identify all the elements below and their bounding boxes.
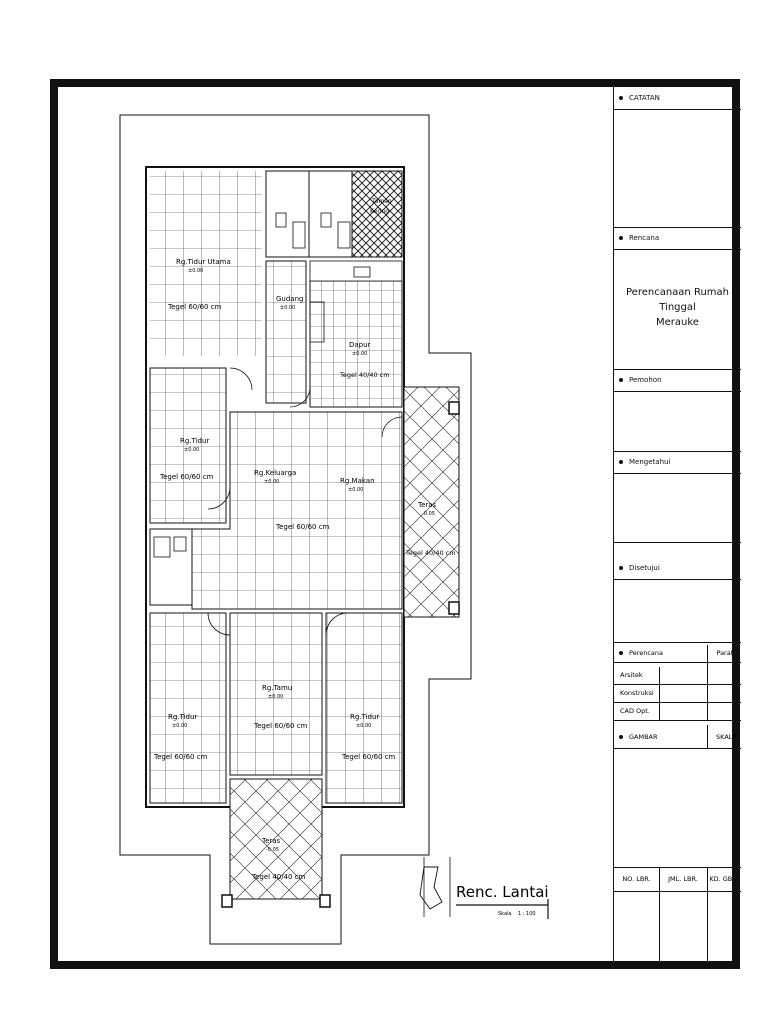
- svg-text:±0.00: ±0.00: [184, 447, 200, 453]
- bullet-icon: [619, 96, 623, 100]
- kd-gbr-label: KD. GBR.: [709, 875, 739, 883]
- svg-text:±0.00: ±0.00: [188, 268, 204, 274]
- label-gudang: Gudang: [276, 295, 304, 303]
- svg-text:±0.00: ±0.00: [356, 723, 372, 729]
- label-taman: Taman: [372, 198, 392, 205]
- svg-text:1 : 100: 1 : 100: [518, 911, 536, 917]
- bullet-icon: [619, 378, 623, 382]
- rencana-header: Rencana: [614, 227, 741, 250]
- label-tidur-1: Rg.Tidur: [180, 437, 210, 445]
- label-tamu: Rg.Tamu: [262, 684, 293, 692]
- mengetahui-header: Mengetahui: [614, 451, 741, 474]
- svg-text:±0.00: ±0.00: [264, 479, 280, 485]
- title-block: [613, 87, 740, 961]
- cad-opt-row: CAD Opt.: [614, 703, 741, 721]
- drawing-title: Renc. Lantai: [456, 883, 549, 901]
- disetujui-header: Disetujui: [614, 557, 741, 580]
- label-teras-front: Teras: [262, 837, 281, 845]
- north-arrow-icon: [420, 867, 442, 909]
- svg-text:Tegel 60/60 cm: Tegel 60/60 cm: [160, 473, 214, 481]
- label-keluarga: Rg.Keluarga: [254, 469, 297, 477]
- svg-text:-0.05: -0.05: [422, 511, 435, 517]
- svg-text:Tegel 40/40 cm: Tegel 40/40 cm: [252, 873, 306, 881]
- label-tidur-3: Rg.Tidur: [350, 713, 380, 721]
- arsitek-row: Arsitek: [614, 667, 741, 685]
- svg-text:-0.05: -0.05: [266, 847, 279, 853]
- svg-text:±0.00: ±0.00: [280, 305, 296, 311]
- svg-text:±0.00: ±0.00: [172, 723, 188, 729]
- svg-text:±0.00: ±0.00: [348, 487, 364, 493]
- konstruksi-row: Konstruksi: [614, 685, 741, 703]
- label-makan: Rg.Makan: [340, 477, 375, 485]
- pemohon-header: Pemohon: [614, 369, 741, 392]
- svg-text:Kering: Kering: [370, 208, 390, 215]
- jml-lbr-label: JML. LBR.: [668, 875, 698, 883]
- drawing-title-stamp: [420, 857, 549, 919]
- gambar-row: GAMBAR SKALA: [614, 725, 741, 749]
- bullet-icon: [619, 236, 623, 240]
- label-tidur-2: Rg.Tidur: [168, 713, 198, 721]
- svg-text:Tegel 60/60 cm: Tegel 60/60 cm: [342, 753, 396, 761]
- floor-plan: [58, 87, 613, 961]
- svg-text:Tegel 60/60 cm: Tegel 60/60 cm: [254, 722, 308, 730]
- label-tidur-utama: Rg.Tidur Utama: [176, 258, 231, 266]
- project-title: Perencanaan Rumah Tinggal Merauke: [626, 287, 729, 328]
- label-dapur: Dapur: [349, 341, 371, 349]
- label-central-floor: Tegel 60/60 cm: [276, 523, 330, 531]
- label-teras-side: Teras: [418, 501, 437, 509]
- catatan-header: CATATAN: [614, 87, 741, 110]
- perencana-row: Perencana Paraf: [614, 645, 741, 663]
- svg-text:±0.00: ±0.00: [352, 351, 368, 357]
- svg-text:Tegel 40/40 cm: Tegel 40/40 cm: [406, 549, 456, 557]
- svg-text:Tegel 60/60 cm: Tegel 60/60 cm: [154, 753, 208, 761]
- svg-text:Tegel 60/60 cm: Tegel 60/60 cm: [168, 303, 222, 311]
- svg-text:Tegel 40/40 cm: Tegel 40/40 cm: [340, 371, 390, 379]
- bullet-icon: [619, 566, 623, 570]
- bullet-icon: [619, 460, 623, 464]
- svg-text:±0.00: ±0.00: [268, 694, 284, 700]
- svg-text:Skala: Skala: [498, 911, 512, 917]
- drawing-sheet: [50, 79, 740, 969]
- no-lbr-label: NO. LBR.: [622, 875, 651, 883]
